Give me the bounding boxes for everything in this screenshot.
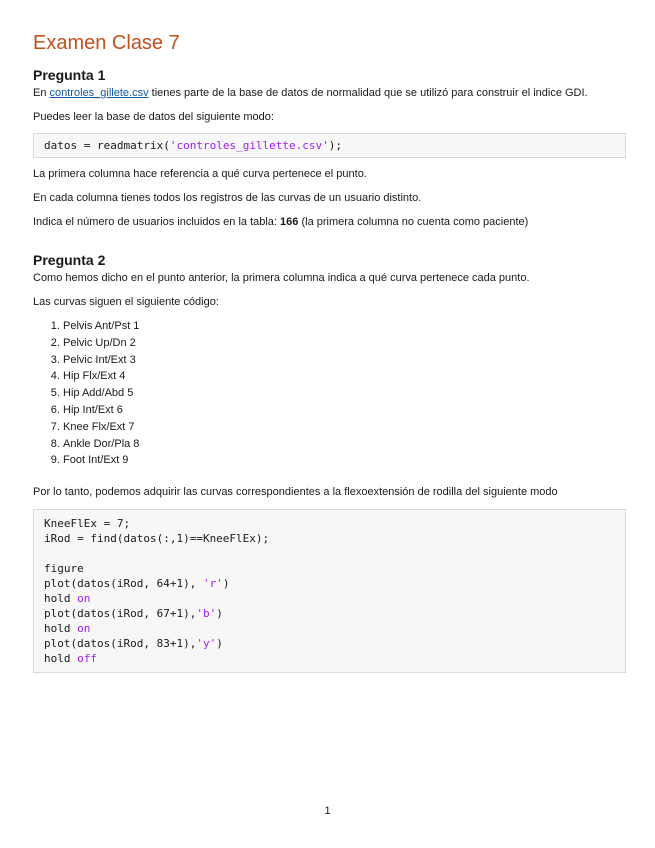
question-1-heading: Pregunta 1 [33,67,106,83]
answer-text-pre: Indica el número de usuarios incluidos en la tabla: [33,216,281,228]
code-text: plot(datos(iRod, 83+1), [44,637,197,651]
code-keyword: on [77,592,91,606]
curve-code-list [33,318,627,469]
read-code-block [33,133,626,158]
csv-file-link[interactable]: controles_gillete.csv [49,87,149,99]
list-item: 7. Knee Flx/Ext 7 [63,419,627,436]
answer-value: 166 [280,216,299,228]
code-keyword: on [77,622,91,636]
code-text: plot(datos(iRod, 64+1), [44,577,203,591]
list-item: 3. Pelvic Int/Ext 3 [63,352,627,369]
list-item: 2. Pelvic Up/Dn 2 [63,335,627,352]
code-line: KneeFlEx = 7; [44,517,131,531]
page-number: 1 [324,805,331,817]
q1-columns-note: En cada columna tienes todos los registros de las curvas de un usuario distinto. [33,192,422,204]
list-item: 4. Hip Flx/Ext 4 [63,368,627,385]
plot-code-block [33,509,626,673]
code-line: iRod = find(datos(:,1)==KneeFlEx); [44,532,270,546]
list-item: 5. Hip Add/Abd 5 [63,385,627,402]
code-text: hold [44,592,78,606]
code-text: ); [328,139,343,152]
code-string: 'b' [196,607,217,621]
code-text: ) [222,577,230,591]
code-keyword: off [77,652,97,666]
code-text: hold [44,622,78,636]
q1-answer-paragraph [33,215,627,230]
code-string: 'y' [196,637,217,651]
code-text: hold [44,652,78,666]
list-item: 9. Foot Int/Ext 9 [63,452,627,469]
code-string: 'r' [202,577,223,591]
code-line: figure [44,562,84,576]
q1-read-instruction: Puedes leer la base de datos del siguiente modo: [33,111,274,123]
document-page [33,30,627,673]
code-text: plot(datos(iRod, 67+1), [44,607,197,621]
q1-intro-paragraph [33,86,627,101]
q1-intro-text-pre: En [33,87,50,99]
code-text: ) [216,607,223,621]
q2-intro-paragraph: Como hemos dicho en el punto anterior, la primera columna indica a qué curva pertenece cada punto. [33,272,530,284]
list-item: 6. Hip Int/Ext 6 [63,402,627,419]
q2-code-intro: Las curvas siguen el siguiente código: [33,296,219,308]
question-2-heading: Pregunta 2 [33,252,106,268]
list-item: 8. Ankle Dor/Pla 8 [63,436,627,453]
code-text: datos = readmatrix( [44,139,170,152]
q2-knee-paragraph: Por lo tanto, podemos adquirir las curvas correspondientes a la flexoextensión de rodilla del siguiente modo [33,486,558,499]
answer-text-post: (la primera columna no cuenta como paciente) [298,216,529,228]
code-string: 'controles_gillette.csv' [169,139,329,152]
code-text: ) [216,637,223,651]
q1-first-column-note: La primera columna hace referencia a qué curva pertenece el punto. [33,168,367,180]
q1-intro-text-post: tienes parte de la base de datos de normalidad que se utilizó para construir el indice GDI. [148,87,588,99]
page-title: Examen Clase 7 [33,32,180,54]
list-item: 1. Pelvis Ant/Pst 1 [63,318,627,335]
